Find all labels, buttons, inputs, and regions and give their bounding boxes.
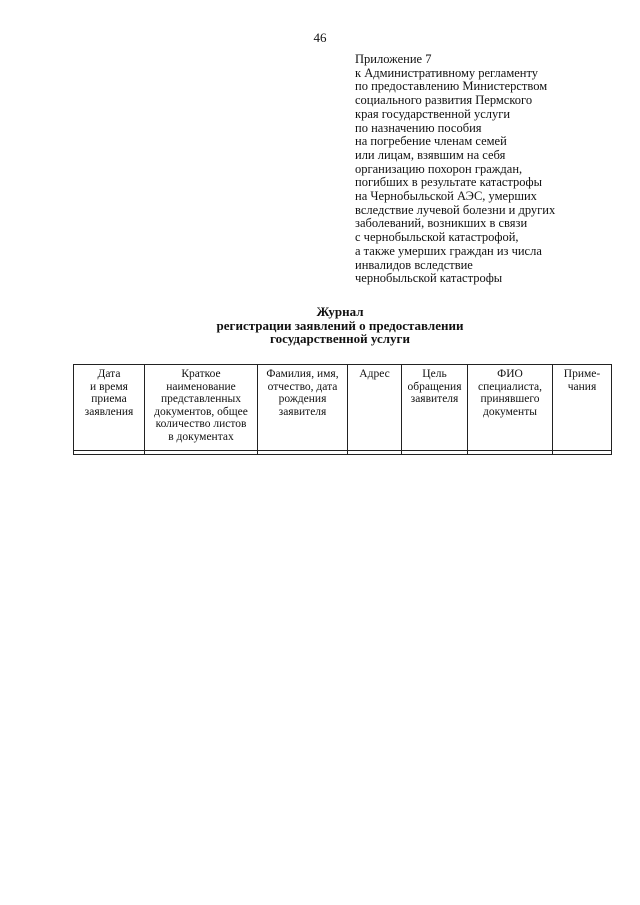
header-notes: Приме- чания [553,365,612,451]
header-applicant-name: Фамилия, имя, отчество, дата рождения заявителя [258,365,348,451]
table-cell [74,451,145,455]
table-row [74,451,612,455]
header-address: Адрес [348,365,402,451]
appendix-line: на погребение членам семей [355,134,507,149]
appendix-line: края государственной услуги [355,106,511,121]
appendix-line: или лицам, взявшим на себя [355,147,506,162]
table-cell [145,451,258,455]
table-cell [553,451,612,455]
table-cell [348,451,402,455]
appendix-line: по предоставлению Министерством [355,79,548,94]
page-number: 46 [313,30,327,45]
appendix-line: Приложение 7 [355,52,432,66]
registration-table [73,364,612,455]
table-header-row [74,365,612,451]
appendix-line: на Чернобыльской АЭС, умерших [355,189,537,204]
appendix-line: инвалидов вследствие [355,257,473,272]
appendix-line: а также умерших граждан из числа [355,243,542,258]
appendix-note [355,53,615,286]
journal-title-line: Журнал [316,304,364,319]
journal-title-line: государственной услуги [270,331,410,346]
appendix-line: организацию похорон граждан, [355,161,523,176]
header-date-time: Дата и время приема заявления [74,365,145,451]
appendix-line: погибших в результате катастрофы [355,175,543,190]
header-documents: Краткое наименование представленных документов, общее количество листов в документах [145,365,258,451]
journal-title-line: регистрации заявлений о предоставлении [216,317,464,333]
appendix-line: с чернобыльской катастрофой, [355,230,519,245]
header-specialist: ФИО специалиста, принявшего документы [468,365,553,451]
appendix-line: к Административному регламенту [355,65,539,80]
appendix-line: вследствие лучевой болезни и других [355,202,556,217]
appendix-line: по назначению пособия [355,120,482,135]
table-cell [258,451,348,455]
appendix-line: заболеваний, возникших в связи [355,216,528,231]
appendix-line: социального развития Пермского [355,93,533,108]
header-purpose: Цель обращения заявителя [402,365,468,451]
table-cell [468,451,553,455]
journal-title [0,305,640,346]
table-cell [402,451,468,455]
appendix-line: чернобыльской катастрофы [355,271,503,286]
